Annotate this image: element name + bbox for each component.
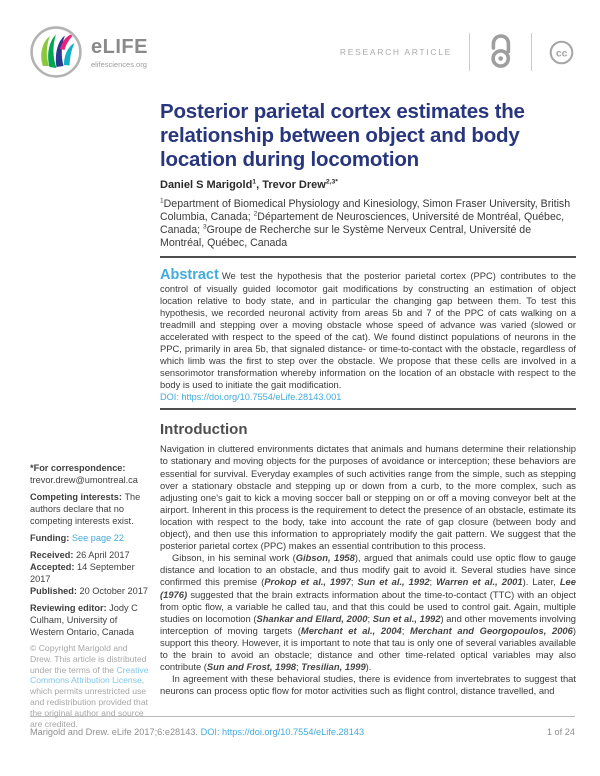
affiliation-list xyxy=(160,198,576,251)
introduction-heading: Introduction xyxy=(160,421,248,439)
header-divider xyxy=(531,33,532,71)
page-footer xyxy=(30,727,575,737)
affil-sup: 2 xyxy=(253,210,258,218)
author-separator: , xyxy=(256,178,263,191)
affil-sup: 1 xyxy=(160,197,164,205)
section-rule xyxy=(160,408,576,410)
abstract xyxy=(160,269,576,391)
article-info-sidebar xyxy=(30,462,150,729)
affiliation: Department of Biomedical Physiology and Kinesiology, Simon Fraser University, British Columbia, Canada; xyxy=(160,197,571,224)
author-affil-sup: 1 xyxy=(252,178,257,186)
article-type-label: RESEARCH ARTICLE xyxy=(339,47,452,57)
intro-paragraph-1: Navigation in cluttered environments dictates that animals and humans determine their relationship to stationary and moving objects for the purposes of avoidance or interception; these behaviors are essential for survival. Everyday examples of such activities range from the simple, such as stepping over a stationary obstacle and stepping up or down from a curb, to the more complex, such as adjusting one's gait to kick a moving soccer ball or stepping on or off a moving conveyor belt at the airport. Inherent in this process is the requirement to detect the presence of an obstacle, estimate its location with respect to the body, take into account the rate of gap closure (between body and object), and then use this information to appropriately modify the gait pattern. We suggest that the posterior parietal cortex (PPC) makes an essential contribution to this process. xyxy=(160,443,576,552)
cc-license-icon xyxy=(549,40,574,65)
elife-logo-icon xyxy=(30,26,82,78)
svg-text:cc: cc xyxy=(555,46,568,59)
elife-logo-text xyxy=(91,36,148,69)
footer-citation-text: Marigold and Drew. eLife 2017;6:e28143. xyxy=(30,727,201,737)
funding-page-link[interactable]: See page 22 xyxy=(71,533,124,543)
elife-brand-name: eLIFE xyxy=(91,35,148,58)
header-right xyxy=(340,33,574,71)
reviewing-editor-block: Reviewing editor: Jody C Culham, University of Western Ontario, Canada xyxy=(30,603,138,637)
author-name: Trevor Drew xyxy=(262,178,326,191)
page-header xyxy=(30,25,574,79)
affiliation: Département de Neurosciences, Université de Montréal, Québec, Canada; xyxy=(160,211,565,237)
dates-block xyxy=(30,549,150,597)
abstract-text: We test the hypothesis that the posterior parietal cortex (PPC) contributes to the control of visually guided locomotor gait modifications by constructing an estimation of object location relative to body state, and in particular the changing gap between them. To test this hypothesis, we recorded neuronal activity from areas 5b and 7 of the PPC of cats walking on a treadmill and stepping over a moving obstacle whose speed of advance was varied (slowed or accelerated with respect to the speed of the cat). We found distinct populations of neurons in the PPC, primarily in area 5b, that signaled distance- or time-to-contact with the obstacle, regardless of which limb was the first to step over the obstacle. We propose that these cells are involved in a sensorimotor transformation whereby information on the location of an obstacle with respect to the body is used to initiate the gait modification. xyxy=(160,270,576,391)
intro-paragraph-2: Gibson, in his seminal work (Gibson, 1958), argued that animals could use optic flow to gauge distance and location to an obstacle, and thus modify gait to avoid it. Several studies have since confirmed this premise (Prokop et al., 1997; Sun et al., 1992; Warren et al., 2001). Later, Lee (1976) suggested that the brain extracts information about the time-to-contact (TTC) with an object from optic flow, a variable he called tau, and that this could be used to control gait. Again, multiple studies on locomotion (Shankar and Ellard, 2000; Sun et al., 1992) and other movements involving interception of moving targets (Merchant et al., 2004; Merchant and Georgopoulos, 2006) support this theory. However, it is important to note that tau is only one of several variables available to the brain to avoid an obstacle; distance and other time-related optical variables may also contribute (Sun and Frost, 1998; Tresilian, 1999). xyxy=(160,552,576,673)
abstract-heading: Abstract xyxy=(160,267,219,284)
affil-sup: 3 xyxy=(203,223,207,231)
cc-license-link[interactable]: Creative Commons Attribution License, xyxy=(30,664,149,686)
main-column xyxy=(160,100,576,713)
open-access-icon xyxy=(487,34,514,70)
intro-paragraph-3: In agreement with these behavioral studies, there is evidence from invertebrates to suggest that neurons can process optic flow for motor activities such as flight control, distance travelled, and xyxy=(160,673,576,697)
elife-logo xyxy=(30,26,148,78)
copyright-block: © Copyright Marigold and Drew. This article is distributed under the terms of the Creative Commons Attribution License, which permits unrestricted use and redistribution provided that the original author and source are credited. xyxy=(30,643,149,729)
correspondence-email[interactable]: trevor.drew@umontreal.ca xyxy=(30,475,138,485)
page-title: Posterior parietal cortex estimates the relationship between object and body location during locomotion xyxy=(160,100,525,171)
accepted-date: Accepted: 14 September 2017 xyxy=(30,562,135,584)
author-name: Daniel S Marigold xyxy=(160,178,253,191)
elife-site-url: elifesciences.org xyxy=(91,59,147,69)
header-divider xyxy=(469,33,470,71)
published-date: Published: 20 October 2017 xyxy=(30,586,148,596)
funding-block: Funding: See page 22 xyxy=(30,533,124,543)
footer-rule xyxy=(30,716,575,717)
affiliation: Groupe de Recherche sur le Système Nerveux Central, Université de Montréal, Québec, Canada xyxy=(160,224,532,250)
author-affil-sup: 2,3* xyxy=(325,178,338,186)
page-number: 1 of 24 xyxy=(546,727,575,737)
correspondence-label: *For correspondence: xyxy=(30,463,126,473)
correspondence-block xyxy=(30,462,150,486)
footer-doi-link[interactable]: DOI: https://doi.org/10.7554/eLife.28143 xyxy=(200,727,365,737)
author-list xyxy=(160,179,576,191)
received-date: Received: 26 April 2017 xyxy=(30,550,130,560)
section-rule xyxy=(160,256,576,258)
abstract-doi-link[interactable]: DOI: https://doi.org/10.7554/eLife.28143.001 xyxy=(160,392,342,403)
footer-citation xyxy=(30,727,364,737)
competing-interests-block: Competing interests: The authors declare that no competing interests exist. xyxy=(30,492,141,526)
